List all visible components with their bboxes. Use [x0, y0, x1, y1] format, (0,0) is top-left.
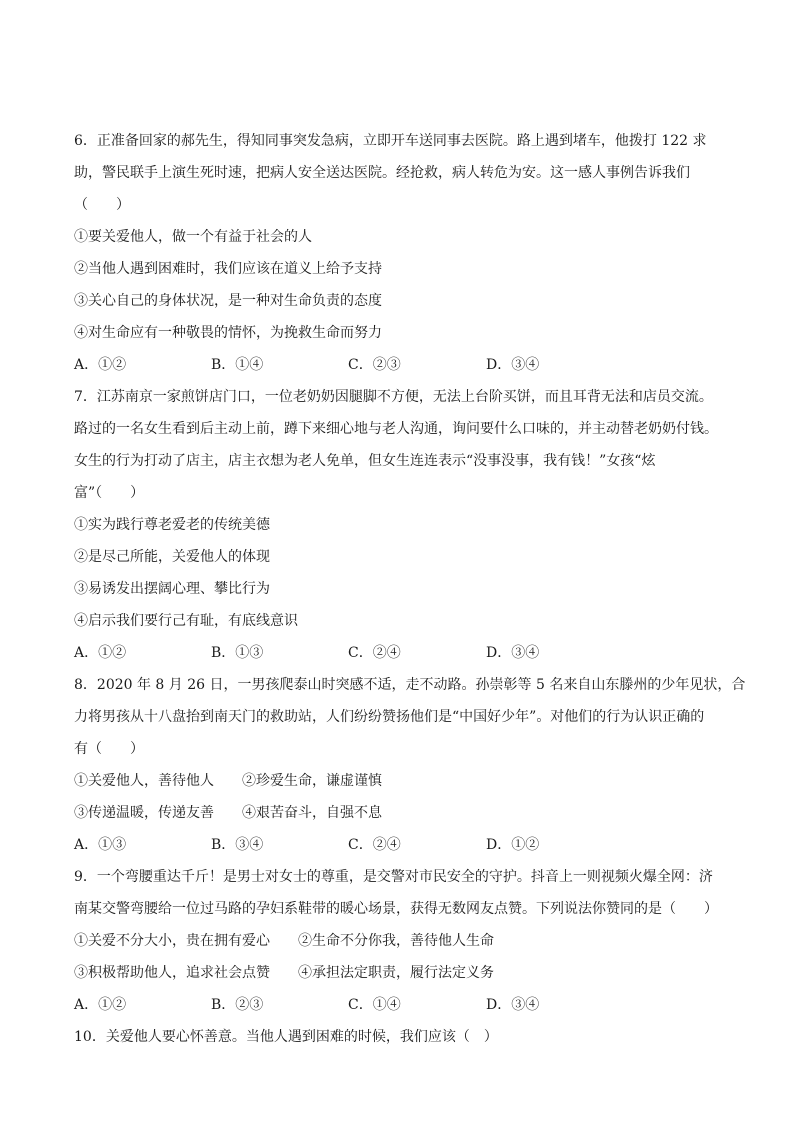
q9-statement-3: ③积极帮助他人，追求社会点赞: [74, 965, 270, 981]
q7-stem-line-4: 富”（ ）: [74, 485, 145, 501]
q9-statement-2: ②生命不分你我，善待他人生命: [298, 933, 494, 949]
q9-stem-line-2: 南某交警弯腰给一位过马路的孕妇系鞋带的暖心场景，获得无数网友点赞。下列说法你赞同的是（ ）: [74, 901, 718, 917]
q8-statement-1: ①关爱他人，善待他人: [74, 773, 214, 789]
q8-option-c: C．②④: [348, 837, 401, 853]
q7-stem-line-3: 女生的行为打动了店主，店主衣想为老人免单，但女生连连表示“没事没事，我有钱！”女孩“炫: [74, 453, 656, 469]
q6-statement-4: ④对生命应有一种敬畏的情怀，为挽救生命而努力: [74, 325, 382, 341]
q9-option-a: A．①②: [74, 997, 127, 1013]
q8-option-a: A．①③: [74, 837, 127, 853]
q7-option-d: D．③④: [486, 645, 540, 661]
q9-stem-line-1: 9．一个弯腰重达千斤！是男士对女士的尊重，是交警对市民安全的守护。抖音上一则视频火爆全网：济: [74, 869, 713, 885]
q7-statement-2: ②是尽己所能，关爱他人的体现: [74, 549, 270, 565]
q9-statement-row-2: [74, 964, 494, 982]
q8-option-b: B．③④: [211, 837, 264, 853]
q10-stem-line-1: 10．关爱他人要心怀善意。当他人遇到困难的时候，我们应该（ ）: [74, 1029, 498, 1045]
q6-stem-line-3: （ ）: [74, 197, 130, 213]
q8-stem-line-1: 8．2020 年 8 月 26 日，一男孩爬泰山时突感不适，走不动路。孙崇彰等 5 名来自山东滕州的少年见状，合: [74, 677, 746, 693]
q9-option-b: B．②③: [211, 997, 264, 1013]
q7-stem-line-2: 路过的一名女生看到后主动上前，蹲下来细心地与老人沟通，询问要什么口味的，并主动替老奶奶付钱。: [74, 421, 718, 437]
q6-option-c: C．②③: [348, 357, 401, 373]
q8-statement-row-1: [74, 772, 382, 790]
q6-statement-1: ①要关爱他人，做一个有益于社会的人: [74, 229, 312, 245]
q9-statement-4: ④承担法定职责，履行法定义务: [298, 965, 494, 981]
q8-stem-line-2: 力将男孩从十八盘抬到南天门的救助站，人们纷纷赞扬他们是“中国好少年”。对他们的行为认识正确的: [74, 709, 705, 725]
q7-statement-4: ④启示我们要行己有耻，有底线意识: [74, 613, 298, 629]
q6-option-b: B．①④: [211, 357, 264, 373]
q8-option-d: D．①②: [486, 837, 540, 853]
q6-statement-2: ②当他人遇到困难时，我们应该在道义上给予支持: [74, 261, 382, 277]
q9-option-c: C．①④: [348, 997, 401, 1013]
q6-statement-3: ③关心自己的身体状况，是一种对生命负责的态度: [74, 293, 382, 309]
q7-stem-line-1: 7．江苏南京一家煎饼店门口，一位老奶奶因腿脚不方便，无法上台阶买饼，而且耳背无法和店员交流。: [74, 389, 713, 405]
q8-statement-2: ②珍爱生命，谦虚谨慎: [242, 773, 382, 789]
q6-stem-line-2: 助，警民联手上演生死时速，把病人安全送达医院。经抢救，病人转危为安。这一感人事例告诉我们: [74, 165, 690, 181]
q9-option-d: D．③④: [486, 997, 540, 1013]
q6-stem-line-1: 6．正准备回家的郝先生，得知同事突发急病，立即开车送同事去医院。路上遇到堵车，他拨打 122 求: [74, 133, 707, 149]
q7-option-b: B．①③: [211, 645, 264, 661]
q8-stem-line-3: 有（ ）: [74, 741, 144, 757]
q8-statement-row-2: [74, 804, 382, 822]
q6-option-d: D．③④: [486, 357, 540, 373]
q7-option-a: A．①②: [74, 645, 127, 661]
q7-statement-3: ③易诱发出摆阔心理、攀比行为: [74, 581, 270, 597]
q6-option-a: A．①②: [74, 357, 127, 373]
q7-statement-1: ①实为践行尊老爱老的传统美德: [74, 517, 270, 533]
q7-option-c: C．②④: [348, 645, 401, 661]
q9-statement-1: ①关爱不分大小，贵在拥有爱心: [74, 933, 270, 949]
q8-statement-4: ④艰苦奋斗，自强不息: [242, 805, 382, 821]
q8-statement-3: ③传递温暖，传递友善: [74, 805, 214, 821]
q9-statement-row-1: [74, 932, 494, 950]
